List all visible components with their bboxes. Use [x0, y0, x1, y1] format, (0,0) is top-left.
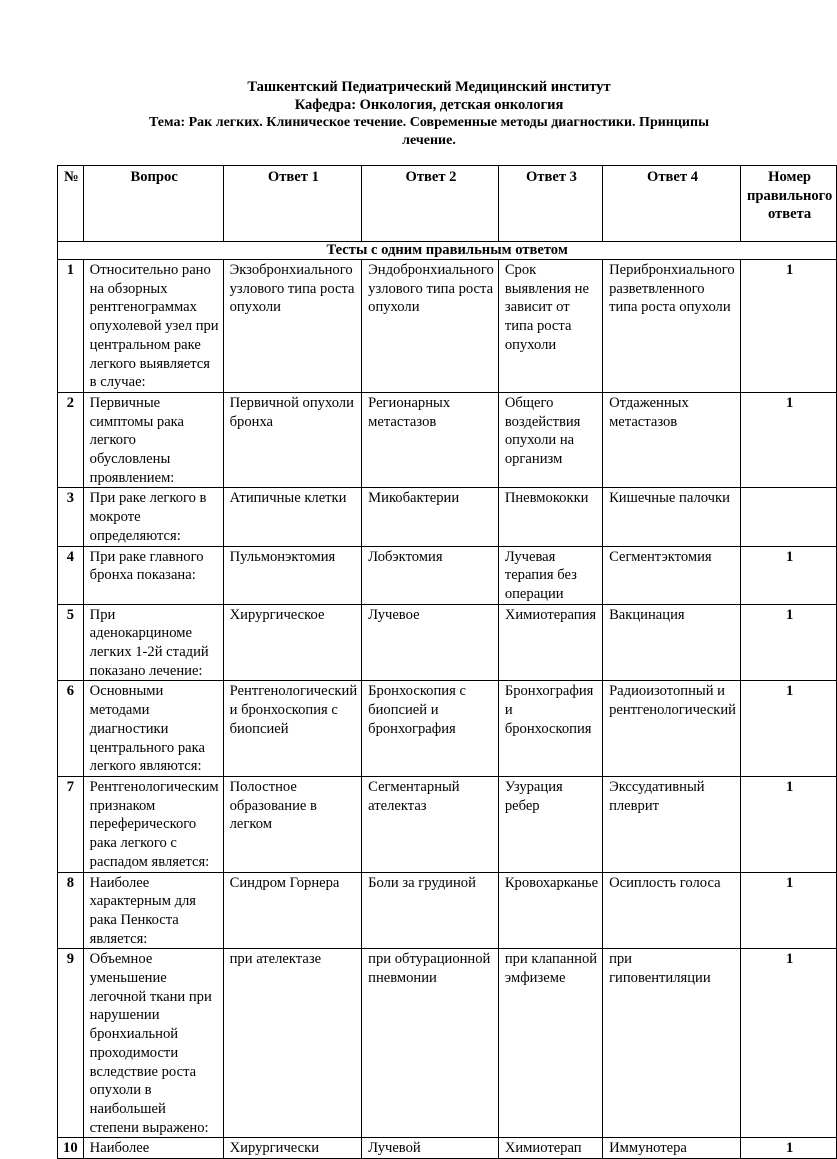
answer-4-cell: Экссудативный плеврит [603, 776, 741, 872]
answer-3-cell: Химиотерапия [498, 604, 602, 681]
answer-3-cell: Кровохарканье [498, 872, 602, 949]
question-cell: Рентгенологическим признаком переферического рака легкого с распадом является: [83, 776, 223, 872]
answer-3-cell: Лучевая терапия без операции [498, 546, 602, 604]
section-title: Тесты с одним правильным ответом [58, 242, 837, 260]
table-row [58, 392, 837, 488]
row-number: 10 [58, 1138, 84, 1159]
table-header-row [58, 166, 837, 242]
topic-line-2: лечение. [402, 133, 456, 148]
answer-4-cell: Кишечные палочки [603, 488, 741, 546]
col-header-right-answer: Номер правильного ответа [740, 166, 836, 242]
col-header-answer-1: Ответ 1 [223, 166, 362, 242]
row-number: 3 [58, 488, 84, 546]
question-cell: Первичные симптомы рака легкого обусловлены проявлением: [83, 392, 223, 488]
table-row [58, 776, 837, 872]
answer-1-cell: Пульмонэктомия [223, 546, 362, 604]
right-answer-cell: 1 [740, 1138, 836, 1159]
table-row [58, 260, 837, 393]
right-answer-cell: 1 [740, 681, 836, 777]
row-number: 2 [58, 392, 84, 488]
answer-1-cell: Первичной опухоли бронха [223, 392, 362, 488]
answer-4-cell: Отдаженных метастазов [603, 392, 741, 488]
answer-3-cell: Срок выявления не зависит от типа роста опухоли [498, 260, 602, 393]
answer-4-cell: Осиплость голоса [603, 872, 741, 949]
answer-3-cell: Общего воздействия опухоли на организм [498, 392, 602, 488]
answer-2-cell: Лучевое [362, 604, 499, 681]
table-row [58, 872, 837, 949]
answer-1-cell: Полостное образование в легком [223, 776, 362, 872]
answer-1-cell: Хирургическое [223, 604, 362, 681]
answer-1-cell: Атипичные клетки [223, 488, 362, 546]
row-number: 5 [58, 604, 84, 681]
answer-2-cell: Регионарных метастазов [362, 392, 499, 488]
answer-4-cell: Перибронхиального разветвленного типа роста опухоли [603, 260, 741, 393]
answer-2-cell: Боли за грудиной [362, 872, 499, 949]
tests-table [57, 165, 837, 1159]
right-answer-cell [740, 488, 836, 546]
question-cell: Объемное уменьшение легочной ткани при нарушении бронхиальной проходимости вследствие роста опухоли в наибольшей степени выражено: [83, 949, 223, 1138]
col-header-question: Вопрос [83, 166, 223, 242]
row-number: 6 [58, 681, 84, 777]
answer-3-cell: Пневмококки [498, 488, 602, 546]
question-cell: Наиболее характерным для рака Пенкоста является: [83, 872, 223, 949]
question-cell: При раке легкого в мокроте определяются: [83, 488, 223, 546]
answer-4-cell: Радиоизотопный и рентгенологический [603, 681, 741, 777]
answer-1-cell: Хирургически [223, 1138, 362, 1159]
question-cell: Основными методами диагностики центрального рака легкого являются: [83, 681, 223, 777]
question-cell: При раке главного бронха показана: [83, 546, 223, 604]
question-cell: Наиболее [83, 1138, 223, 1159]
col-header-answer-2: Ответ 2 [362, 166, 499, 242]
question-cell: При аденокарциноме легких 1-2й стадий показано лечение: [83, 604, 223, 681]
row-number: 1 [58, 260, 84, 393]
institute-title: Ташкентский Педиатрический Медицинский институт [247, 79, 611, 95]
answer-4-cell: Иммунотера [603, 1138, 741, 1159]
department-title: Кафедра: Онкология, детская онкология [294, 97, 564, 113]
answer-4-cell: Сегментэктомия [603, 546, 741, 604]
section-row [58, 242, 837, 260]
answer-1-cell: Синдром Горнера [223, 872, 362, 949]
right-answer-cell: 1 [740, 949, 836, 1138]
right-answer-cell: 1 [740, 392, 836, 488]
right-answer-cell: 1 [740, 260, 836, 393]
table-row [58, 949, 837, 1138]
table-row [58, 488, 837, 546]
answer-3-cell: при клапанной эмфиземе [498, 949, 602, 1138]
answer-4-cell: при гиповентиляции [603, 949, 741, 1138]
answer-3-cell: Бронхография и бронхоскопия [498, 681, 602, 777]
right-answer-cell: 1 [740, 546, 836, 604]
right-answer-cell: 1 [740, 872, 836, 949]
answer-2-cell: Лобэктомия [362, 546, 499, 604]
col-header-answer-4: Ответ 4 [603, 166, 741, 242]
right-answer-cell: 1 [740, 776, 836, 872]
answer-1-cell: Рентгенологический и бронхоскопия с биопсией [223, 681, 362, 777]
right-answer-cell: 1 [740, 604, 836, 681]
answer-2-cell: Микобактерии [362, 488, 499, 546]
table-row [58, 604, 837, 681]
row-number: 9 [58, 949, 84, 1138]
answer-1-cell: при ателектазе [223, 949, 362, 1138]
answer-4-cell: Вакцинация [603, 604, 741, 681]
table-row [58, 1138, 837, 1159]
table-row [58, 546, 837, 604]
answer-3-cell: Узурация ребер [498, 776, 602, 872]
col-header-answer-3: Ответ 3 [498, 166, 602, 242]
row-number: 7 [58, 776, 84, 872]
answer-1-cell: Экзобронхиального узлового типа роста опухоли [223, 260, 362, 393]
answer-2-cell: Эндобронхиального узлового типа роста опухоли [362, 260, 499, 393]
answer-3-cell: Химиотерап [498, 1138, 602, 1159]
answer-2-cell: при обтурационной пневмонии [362, 949, 499, 1138]
answer-2-cell: Лучевой [362, 1138, 499, 1159]
answer-2-cell: Бронхоскопия с биопсией и бронхография [362, 681, 499, 777]
document-header [100, 78, 758, 150]
row-number: 8 [58, 872, 84, 949]
table-row [58, 681, 837, 777]
row-number: 4 [58, 546, 84, 604]
topic-line-1: Тема: Рак легких. Клиническое течение. Современные методы диагностики. Принципы [149, 115, 709, 130]
col-header-num: № [58, 166, 84, 242]
question-cell: Относительно рано на обзорных рентгенограммах опухолевой узел при центральном раке легкого выявляется в случае: [83, 260, 223, 393]
answer-2-cell: Сегментарный ателектаз [362, 776, 499, 872]
